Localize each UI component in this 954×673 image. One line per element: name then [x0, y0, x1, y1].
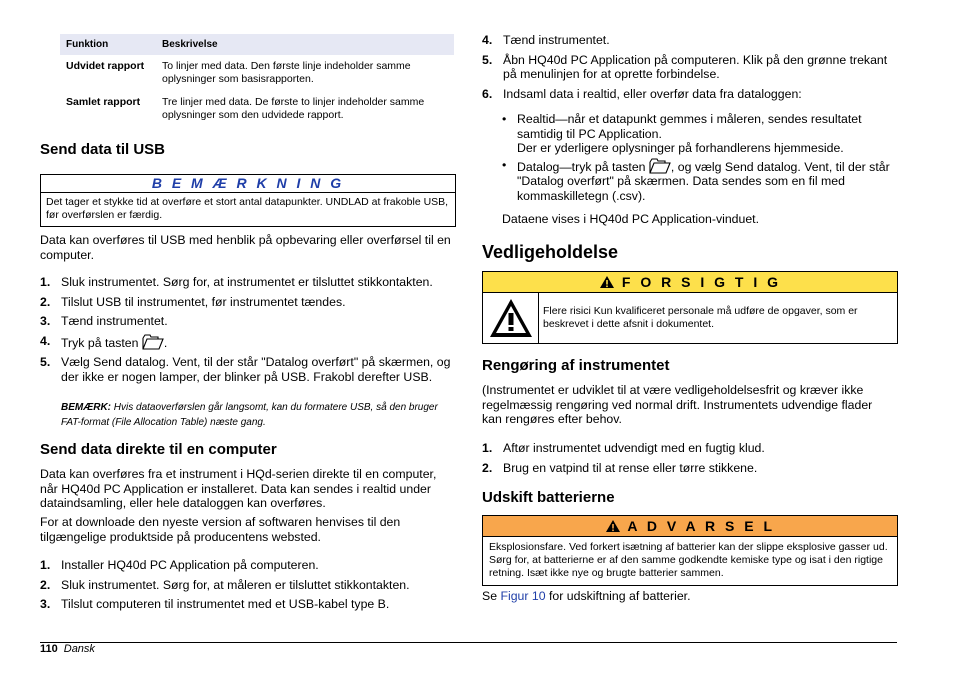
- footer-language: Dansk: [63, 643, 95, 655]
- caution-header: [483, 272, 897, 293]
- list-item: 5. Åbn HQ40d PC Application på computeren. Klik på den grønne trekant på menulinjen for at oprette forbindelse.: [482, 52, 888, 81]
- cleaning-heading: Rengøring af instrumentet: [482, 357, 670, 374]
- transfer-options: [502, 112, 894, 205]
- table-header-function: Funktion: [60, 34, 156, 55]
- caution-icon-cell: [483, 293, 539, 343]
- usb-intro: Data kan overføres til USB med henblik på opbevaring eller overførsel til en computer.: [40, 233, 451, 262]
- table-cell-description: To linjer med data. Den første linje indeholder samme oplysninger som basisrapporten.: [162, 60, 411, 85]
- table-cell-function: Udvidet rapport: [66, 60, 145, 72]
- table-row: [60, 55, 454, 91]
- note-text: Det tager et stykke tid at overføre et stort antal datapunkter. UNDLAD at frakoble USB, før overførslen er færdig.: [46, 196, 449, 221]
- list-item: 5. Vælg Send datalog. Vent, til der står "Datalog overført" på skærmen, og der ikke er nogen lamper, der blinker på USB. Frakobl derefter USB.: [40, 355, 451, 384]
- footer: [40, 643, 95, 655]
- list-item: • Datalog—tryk på tasten , og vælg Send datalog. Vent, til der står "Datalog overført" på skærmen. Data sendes som en fil med kommaskilletegn (.csv).: [502, 158, 894, 204]
- list-item: 1. Sluk instrumentet. Sørg for, at instrumentet er tilsluttet stikkontakten.: [40, 275, 433, 289]
- table-header-row: [60, 34, 454, 55]
- remark-label: BEMÆRK:: [61, 402, 111, 413]
- list-item: 6. Indsaml data i realtid, eller overfør data fra dataloggen:: [482, 86, 802, 101]
- computer-closing: Dataene vises i HQ40d PC Application-vinduet.: [502, 212, 760, 226]
- warning-text: Eksplosionsfare. Ved forkert isætning af batterier kan der slippe eksplosive gasser ud. Sørg for, at batterierne er af den samme godkendte kemiske type og isat i den rigtige retning. Isæt ikke nye og brugte batterier sammen.: [489, 541, 888, 579]
- caution-label: F O R S I G T I G: [621, 274, 781, 290]
- page-number: 110: [40, 643, 58, 655]
- usb-remark: [61, 401, 453, 430]
- list-item: 2. Sluk instrumentet. Sørg for, at måleren er tilsluttet stikkontakten.: [40, 577, 410, 592]
- list-item: 1. Installer HQ40d PC Application på computeren.: [40, 558, 319, 572]
- list-item: • Realtid—når et datapunkt gemmes i måleren, sendes resultatet samtidig til PC Application. Der er yderligere oplysninger på forhandlerens hjemmeside.: [502, 112, 894, 156]
- note-label: B E M Æ R K N I N G: [41, 175, 455, 193]
- list-item: 3. Tilslut computeren til instrumentet med et USB-kabel type B.: [40, 597, 390, 611]
- remark-text: Hvis dataoverførslen går langsomt, kan du formatere USB, så den bruger FAT-format (File Allocation Table) næste gang.: [61, 402, 438, 428]
- maintenance-heading: Vedligeholdelse: [482, 242, 619, 262]
- warning-header: [483, 516, 897, 537]
- usb-steps: [40, 275, 455, 389]
- usb-heading: Send data til USB: [40, 141, 166, 158]
- computer-intro: Data kan overføres fra et instrument i HQd-serien direkte til en computer, når HQ40d PC Application er installeret. Data kan sendes i realtid under dataindsamling, eller hele dataloggen kan overføres.: [40, 467, 437, 510]
- warning-label: A D V A R S E L: [627, 518, 776, 534]
- table-cell-description: Tre linjer med data. De første to linjer indeholder samme oplysninger som den udvidede rapport.: [162, 96, 425, 121]
- warning-box: [482, 515, 898, 586]
- list-item: 3. Tænd instrumentet.: [40, 314, 168, 328]
- cleaning-intro: (Instrumentet er udviklet til at være vedligeholdelsesfrit og kræver ikke regelmæssig rengøring ved normal drift. Instrumentets udvendige flader kan rengøres efter behov.: [482, 383, 873, 426]
- table-header-description: Beskrivelse: [156, 34, 454, 55]
- computer-download-text: For at downloade den nyeste version af softwaren henvises til den tilgængelige produktside på producentens websted.: [40, 515, 401, 544]
- table-row: [60, 91, 454, 127]
- caution-box: [482, 271, 898, 344]
- list-item: 2. Brug en vatpind til at rense eller tørre stikkene.: [482, 460, 758, 475]
- computer-steps: [40, 558, 455, 617]
- general-hazard-icon: [488, 297, 534, 339]
- list-item: 1. Aftør instrumentet udvendigt med en fugtig klud.: [482, 441, 765, 455]
- table-cell-function: Samlet rapport: [66, 96, 141, 108]
- footer-divider: [40, 642, 897, 643]
- usb-note-box: [40, 174, 456, 227]
- folder-key-icon: [649, 158, 671, 174]
- function-table: [60, 34, 454, 127]
- list-item: 2. Tilslut USB til instrumentet, før instrumentet tændes.: [40, 294, 346, 309]
- folder-key-icon: [142, 334, 164, 350]
- figure-link[interactable]: Figur 10: [500, 589, 546, 603]
- caution-text: Flere risici Kun kvalificeret personale må udføre de opgaver, som er beskrevet i dette afsnit i dokumentet.: [543, 305, 858, 330]
- computer-steps-continued: [482, 33, 894, 106]
- list-item: 4. Tryk på tasten .: [40, 333, 168, 350]
- warning-triangle-icon: [605, 519, 621, 533]
- battery-heading: Udskift batterierne: [482, 489, 615, 506]
- computer-heading: Send data direkte til en computer: [40, 441, 277, 458]
- cleaning-steps: [482, 441, 894, 480]
- warning-triangle-icon: [599, 275, 615, 289]
- battery-see-text: Se Figur 10 for udskiftning af batterier.: [482, 589, 691, 603]
- list-item: 4. Tænd instrumentet.: [482, 33, 610, 47]
